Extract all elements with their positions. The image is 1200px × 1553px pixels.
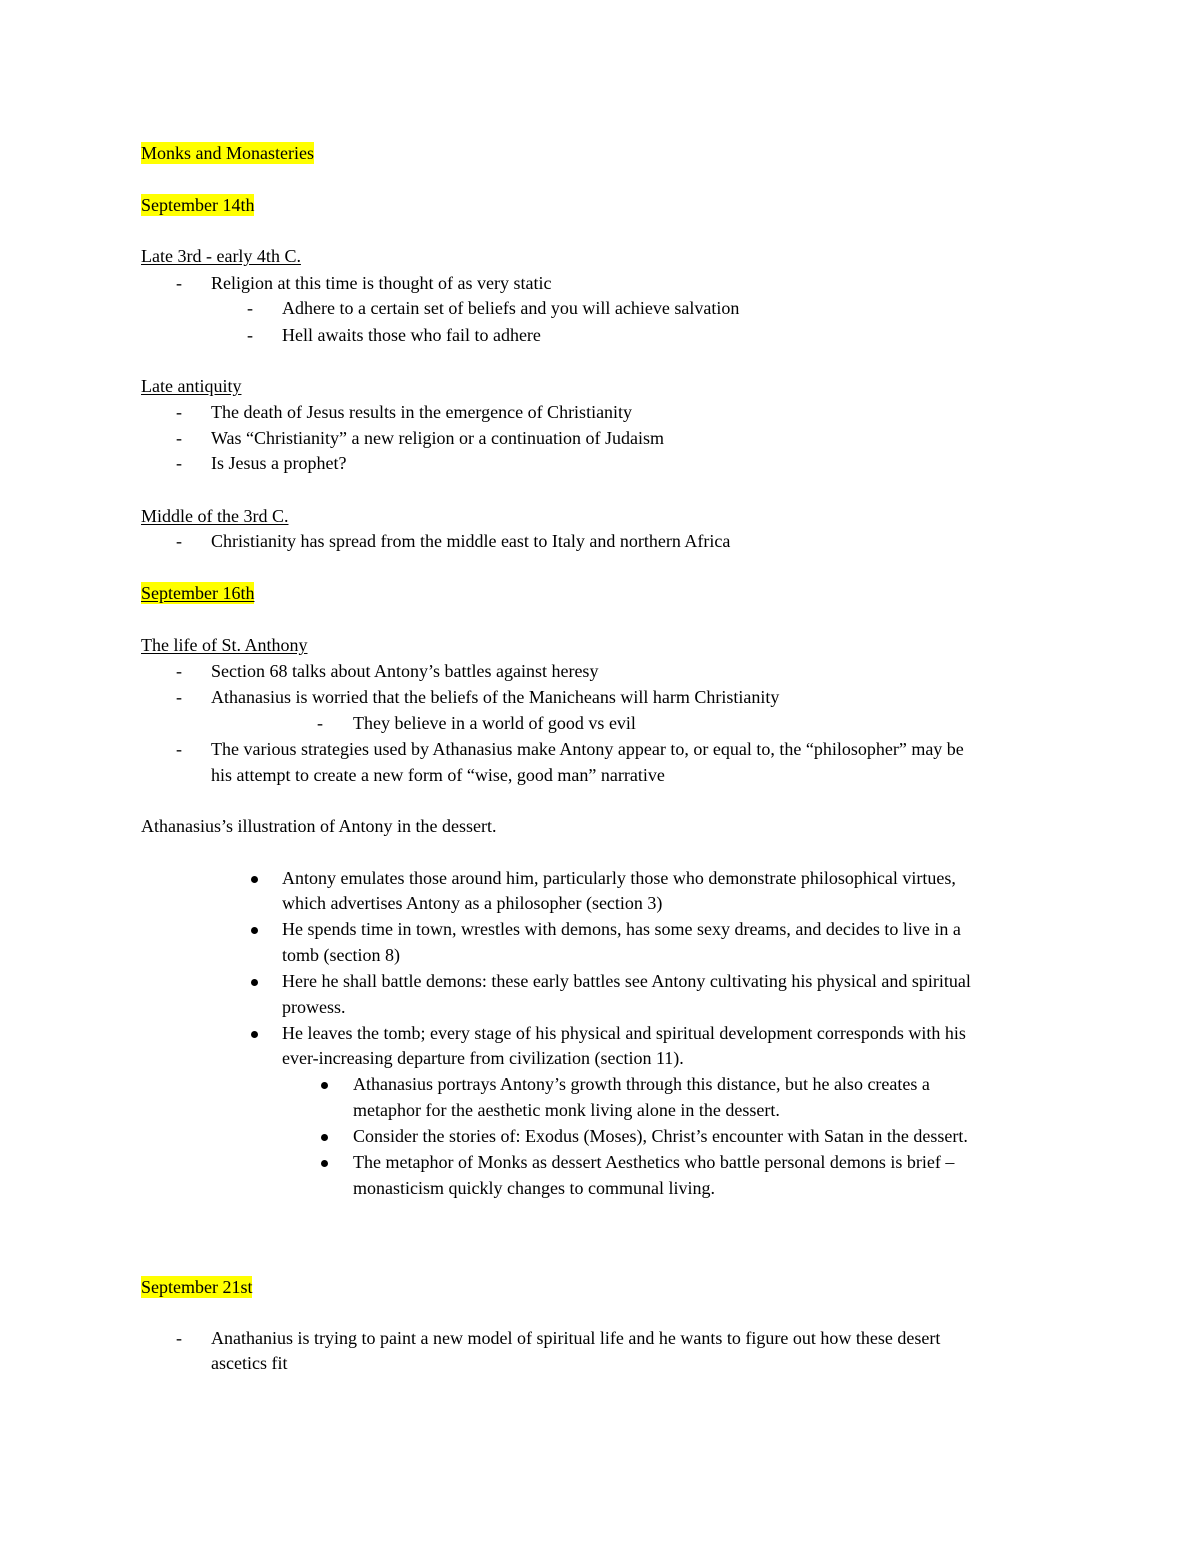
dash-marker: -	[176, 428, 182, 448]
dash-marker: -	[176, 531, 182, 551]
list-item: The death of Jesus results in the emergence of Christianity	[211, 402, 633, 422]
sub-list-item: Adhere to a certain set of beliefs and you will achieve salvation	[282, 298, 740, 318]
sub-bullet-item-line-2: metaphor for the aesthetic monk living alone in the dessert.	[353, 1100, 780, 1120]
list-item: Athanasius is worried that the beliefs of the Manicheans will harm Christianity	[211, 687, 780, 707]
list-item: Religion at this time is thought of as very static	[211, 273, 552, 293]
list-item: Section 68 talks about Antony’s battles against heresy	[211, 661, 599, 681]
list-item: Is Jesus a prophet?	[211, 453, 347, 473]
bullet-item-line-1: Antony emulates those around him, particularly those who demonstrate philosophical virtues,	[282, 868, 956, 888]
sub-list-item: Hell awaits those who fail to adhere	[282, 325, 541, 345]
list-item-line-2: ascetics fit	[211, 1353, 288, 1373]
sub-list-item: They believe in a world of good vs evil	[353, 713, 636, 733]
dash-marker: -	[176, 402, 182, 422]
bullet-item-line-2: tomb (section 8)	[282, 945, 400, 965]
sub-bullet-item-line-2: monasticism quickly changes to communal living.	[353, 1178, 715, 1198]
dash-marker: -	[176, 453, 182, 473]
bullet-dot	[321, 1082, 328, 1089]
sub-bullet-item-line-1: Consider the stories of: Exodus (Moses), Christ’s encounter with Satan in the dessert.	[353, 1126, 968, 1146]
dash-marker: -	[176, 739, 182, 759]
bullet-dot	[251, 927, 258, 934]
topic-heading-late-antiquity: Late antiquity	[141, 376, 242, 396]
dash-marker: -	[176, 687, 182, 707]
bullet-dot	[251, 979, 258, 986]
dash-marker: -	[176, 1328, 182, 1348]
bullet-dot	[251, 876, 258, 883]
date-heading-sep-21: September 21st	[141, 1277, 253, 1297]
sub-bullet-item-line-1: Athanasius portrays Antony’s growth through this distance, but he also creates a	[353, 1074, 930, 1094]
dash-marker: -	[176, 273, 182, 293]
sub-bullet-item-line-1: The metaphor of Monks as dessert Aesthetics who battle personal demons is brief –	[353, 1152, 955, 1172]
bullet-item-line-1: He leaves the tomb; every stage of his physical and spiritual development corresponds with his	[282, 1023, 966, 1043]
dash-marker: -	[247, 325, 253, 345]
topic-heading-middle-3rd: Middle of the 3rd C.	[141, 506, 289, 526]
list-item: Was “Christianity” a new religion or a continuation of Judaism	[211, 428, 664, 448]
bullet-item-line-1: He spends time in town, wrestles with demons, has some sexy dreams, and decides to live in a	[282, 919, 961, 939]
date-heading-sep-14: September 14th	[141, 195, 255, 215]
bullet-item-line-2: ever-increasing departure from civilization (section 11).	[282, 1048, 684, 1068]
bullet-dot	[251, 1031, 258, 1038]
topic-heading-late-3rd: Late 3rd - early 4th C.	[141, 246, 301, 266]
bullet-item-line-1: Here he shall battle demons: these early battles see Antony cultivating his physical and spiritual	[282, 971, 971, 991]
list-item-line-1: The various strategies used by Athanasius make Antony appear to, or equal to, the “philosopher” may be	[211, 739, 964, 759]
bullet-dot	[321, 1134, 328, 1141]
topic-heading-illustration: Athanasius’s illustration of Antony in the dessert.	[141, 816, 497, 836]
list-item-line-2: his attempt to create a new form of “wise, good man” narrative	[211, 765, 665, 785]
date-heading-sep-16: September 16th	[141, 583, 255, 603]
dash-marker: -	[317, 713, 323, 733]
bullet-item-line-2: which advertises Antony as a philosopher (section 3)	[282, 893, 663, 913]
bullet-item-line-2: prowess.	[282, 997, 346, 1017]
dash-marker: -	[247, 298, 253, 318]
list-item: Christianity has spread from the middle east to Italy and northern Africa	[211, 531, 731, 551]
topic-heading-st-anthony: The life of St. Anthony	[141, 635, 308, 655]
dash-marker: -	[176, 661, 182, 681]
bullet-dot	[321, 1160, 328, 1167]
page-title: Monks and Monasteries	[141, 143, 314, 163]
list-item-line-1: Anathanius is trying to paint a new model of spiritual life and he wants to figure out how these desert	[211, 1328, 941, 1348]
